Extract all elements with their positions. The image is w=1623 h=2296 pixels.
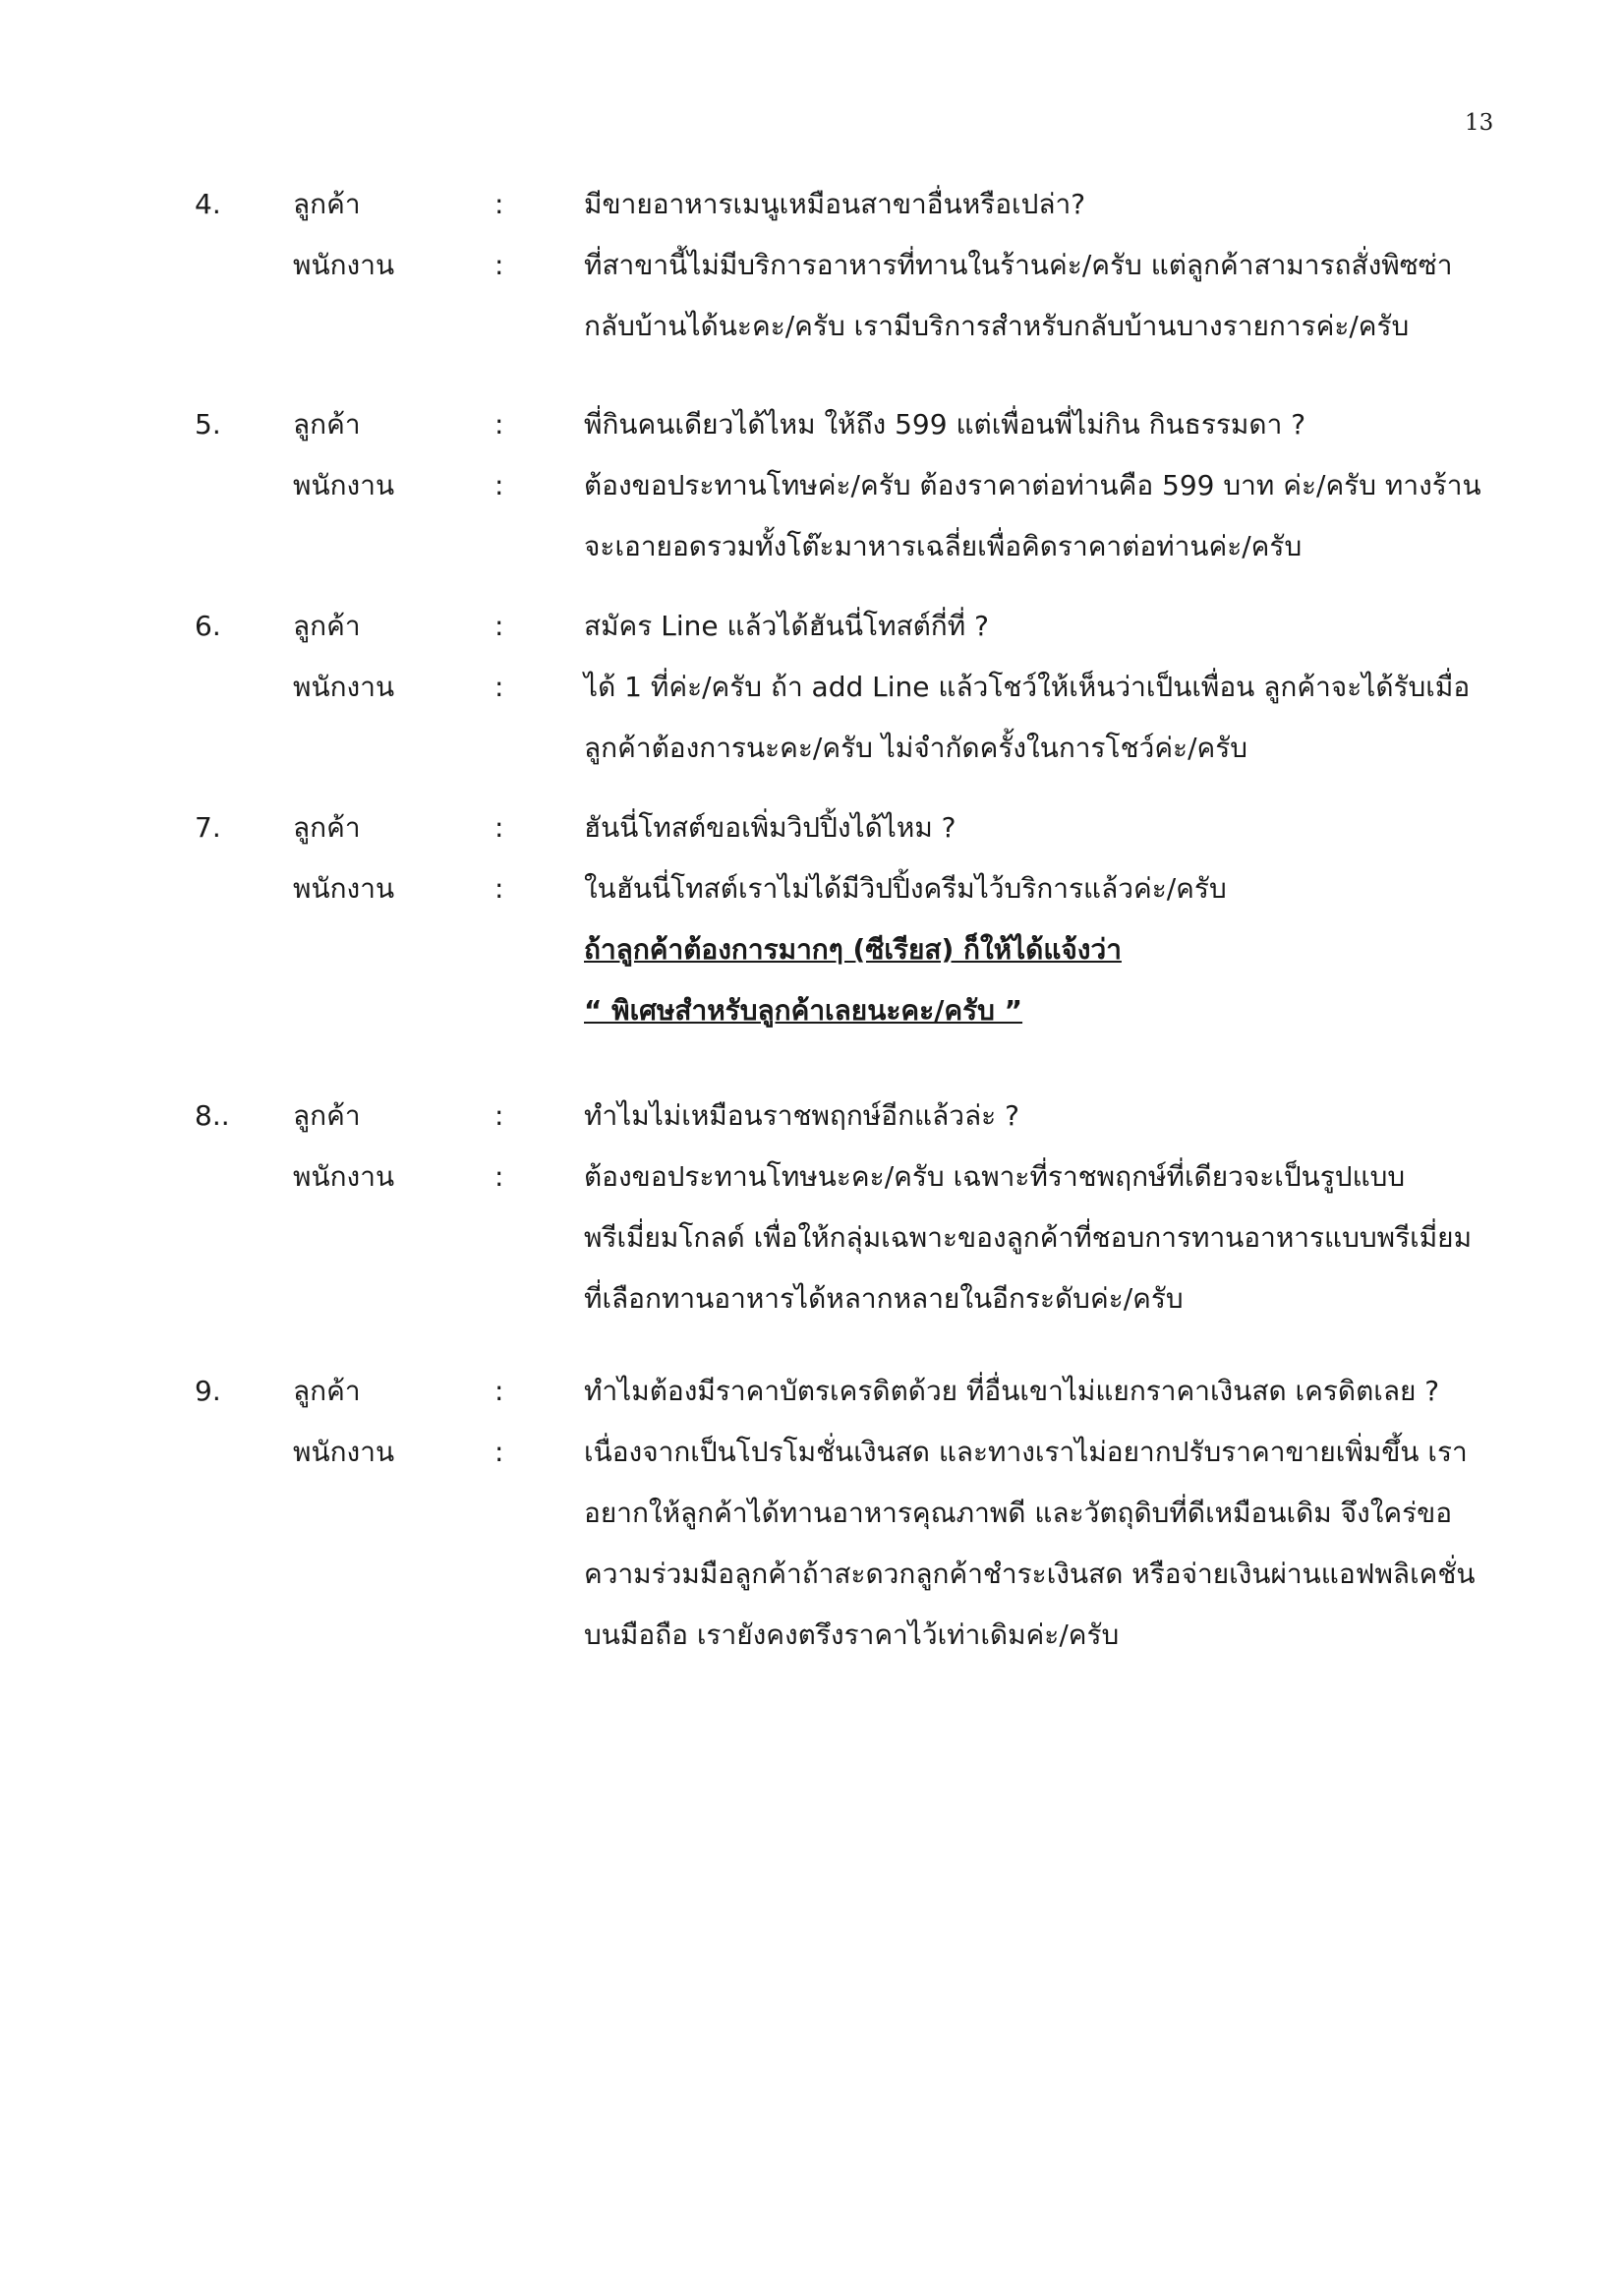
question-text: ทำไมต้องมีราคาบัตรเครดิตด้วย ที่อื่นเขาไม่แยกราคาเงินสด เครดิตเลย ?: [584, 1375, 1440, 1407]
answer-line: ที่เลือกทานอาหารได้หลากหลายในอีกระดับค่ะ/ครับ: [584, 1282, 1184, 1315]
emphasis-line: “ พิเศษสำหรับลูกค้าเลยนะคะ/ครับ ”: [584, 994, 1023, 1027]
answer-line: ต้องขอประทานโทษนะคะ/ครับ เฉพาะที่ราชพฤกษ์ที่เดียวจะเป็นรูปแบบ: [584, 1160, 1406, 1193]
answer-line: กลับบ้านได้นะคะ/ครับ เรามีบริการสำหรับกลับบ้านบางรายการค่ะ/ครับ: [584, 310, 1410, 342]
question-text: ฮันนี่โทสต์ขอเพิ่มวิปปิ้งได้ไหม ?: [584, 811, 956, 844]
question-row: [0, 405, 1623, 466]
question-row: [0, 1096, 1623, 1157]
qa-item-6: [0, 607, 1623, 764]
qa-item-7: [0, 808, 1623, 1027]
emphasis-line: ถ้าลูกค้าต้องการมากๆ (ซีเรียส) ก็ให้ได้แจ้งว่า: [584, 933, 1122, 966]
question-text: ทำไมไม่เหมือนราชพฤกษ์อีกแล้วล่ะ ?: [584, 1099, 1019, 1132]
item-number: 8..: [195, 1099, 230, 1132]
role-customer: ลูกค้า: [293, 408, 361, 441]
answer-line: จะเอายอดรวมทั้งโต๊ะมาหารเฉลี่ยเพื่อคิดราคาต่อท่านค่ะ/ครับ: [584, 530, 1303, 562]
colon: :: [494, 1099, 504, 1132]
role-customer: ลูกค้า: [293, 811, 361, 844]
question-row: [0, 185, 1623, 246]
answer-line: ความร่วมมือลูกค้าถ้าสะดวกลูกค้าชำระเงินสด หรือจ่ายเงินผ่านแอฟพลิเคชั่น: [584, 1558, 1476, 1590]
role-customer: ลูกค้า: [293, 188, 361, 220]
answer-line: ได้ 1 ที่ค่ะ/ครับ ถ้า add Line แล้วโชว์ให้เห็นว่าเป็นเพื่อน ลูกค้าจะได้รับเมื่อ: [584, 671, 1471, 703]
answer-line: เนื่องจากเป็นโปรโมชั่นเงินสด และทางเราไม่อยากปรับราคาขายเพิ่มขึ้น เรา: [584, 1436, 1468, 1468]
answer-line: อยากให้ลูกค้าได้ทานอาหารคุณภาพดี และวัตถุดิบที่ดีเหมือนเดิม จึงใคร่ขอ: [584, 1497, 1453, 1529]
qa-item-5: [0, 405, 1623, 562]
answer-line: พรีเมี่ยมโกลด์ เพื่อให้กลุ่มเฉพาะของลูกค้าที่ชอบการทานอาหารแบบพรีเมี่ยม: [584, 1221, 1473, 1254]
role-staff: พนักงาน: [293, 249, 395, 281]
colon: :: [494, 671, 504, 703]
colon: :: [494, 408, 504, 441]
item-number: 7.: [195, 811, 221, 844]
answer-row: [0, 1157, 1623, 1315]
role-staff: พนักงาน: [293, 469, 395, 501]
answer-row: [0, 869, 1623, 1027]
answer-row: [0, 668, 1623, 764]
colon: :: [494, 469, 504, 501]
colon: :: [494, 249, 504, 281]
colon: :: [494, 811, 504, 844]
role-staff: พนักงาน: [293, 872, 395, 905]
qa-item-8: [0, 1096, 1623, 1315]
item-number: 9.: [195, 1375, 221, 1407]
role-customer: ลูกค้า: [293, 610, 361, 642]
qa-item-9: [0, 1372, 1623, 1651]
role-staff: พนักงาน: [293, 1436, 395, 1468]
role-customer: ลูกค้า: [293, 1099, 361, 1132]
answer-row: [0, 1433, 1623, 1651]
page-number: 13: [1465, 110, 1494, 136]
role-customer: ลูกค้า: [293, 1375, 361, 1407]
answer-line: บนมือถือ เรายังคงตรึงราคาไว้เท่าเดิมค่ะ/ครับ: [584, 1619, 1120, 1651]
answer-row: [0, 466, 1623, 562]
question-text: สมัคร Line แล้วได้ฮันนี่โทสต์กี่ที่ ?: [584, 610, 989, 642]
answer-line: ต้องขอประทานโทษค่ะ/ครับ ต้องราคาต่อท่านคือ 599 บาท ค่ะ/ครับ ทางร้าน: [584, 469, 1481, 501]
colon: :: [494, 1436, 504, 1468]
colon: :: [494, 1375, 504, 1407]
answer-row: [0, 246, 1623, 342]
qa-item-4: [0, 185, 1623, 342]
question-text: พี่กินคนเดียวได้ไหม ให้ถึง 599 แต่เพื่อนพี่ไม่กิน กินธรรมดา ?: [584, 408, 1306, 441]
answer-line: ในฮันนี่โทสต์เราไม่ได้มีวิปปิ้งครีมไว้บริการแล้วค่ะ/ครับ: [584, 872, 1227, 905]
item-number: 6.: [195, 610, 221, 642]
item-number: 4.: [195, 188, 221, 220]
colon: :: [494, 872, 504, 905]
colon: :: [494, 1160, 504, 1193]
colon: :: [494, 610, 504, 642]
question-row: [0, 607, 1623, 668]
role-staff: พนักงาน: [293, 1160, 395, 1193]
item-number: 5.: [195, 408, 221, 441]
question-text: มีขายอาหารเมนูเหมือนสาขาอื่นหรือเปล่า?: [584, 188, 1086, 220]
answer-line: ที่สาขานี้ไม่มีบริการอาหารที่ทานในร้านค่ะ/ครับ แต่ลูกค้าสามารถสั่งพิซซ่า: [584, 249, 1453, 281]
role-staff: พนักงาน: [293, 671, 395, 703]
colon: :: [494, 188, 504, 220]
answer-line: ลูกค้าต้องการนะคะ/ครับ ไม่จำกัดครั้งในการโชว์ค่ะ/ครับ: [584, 732, 1248, 764]
question-row: [0, 1372, 1623, 1433]
question-row: [0, 808, 1623, 869]
